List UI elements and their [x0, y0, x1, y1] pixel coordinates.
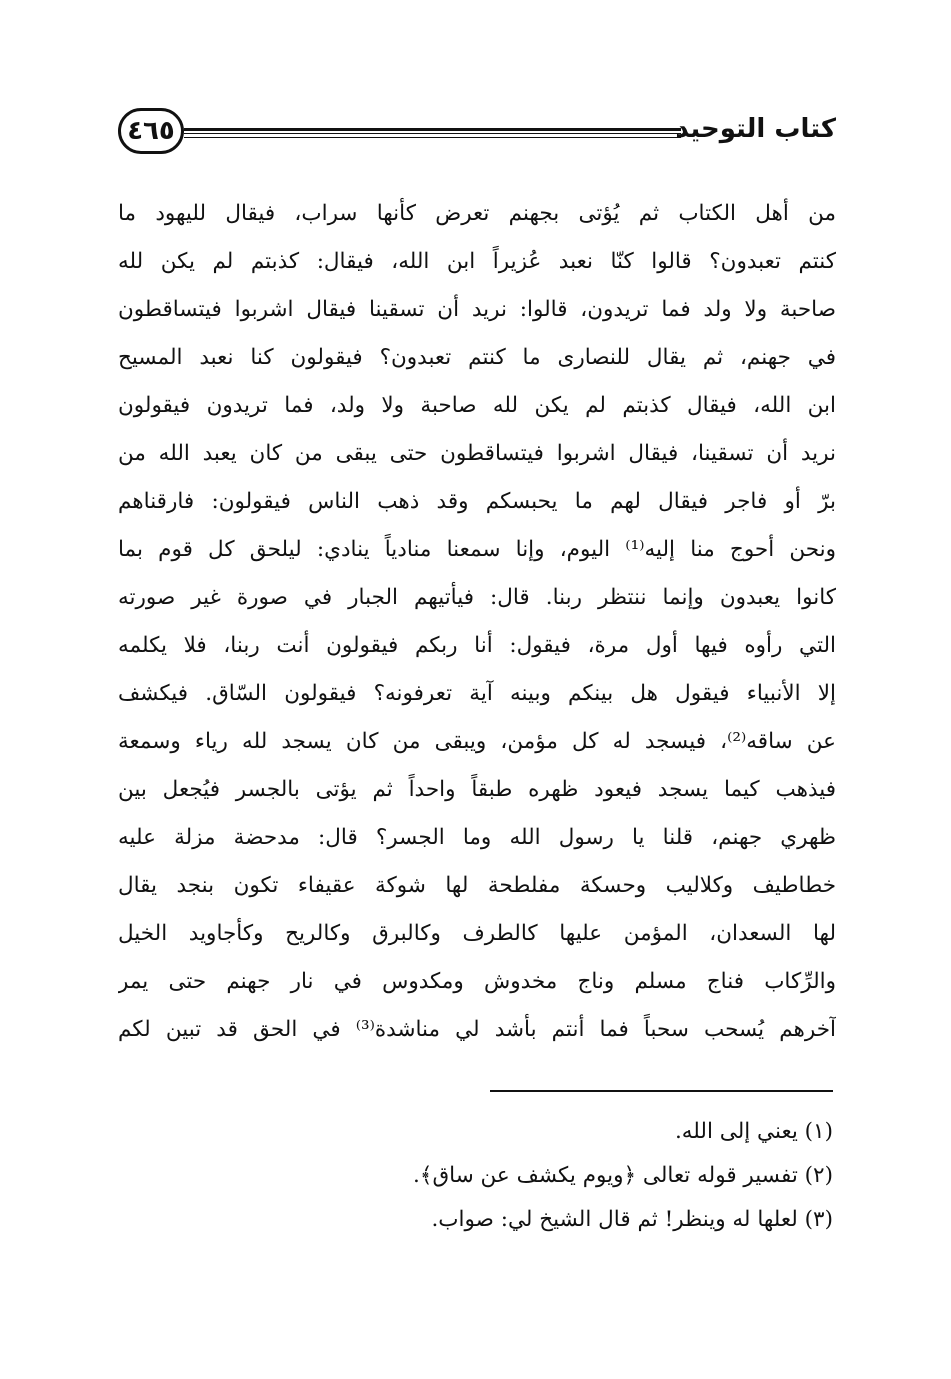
footnote-1: (١) يعني إلى الله.: [674, 1119, 833, 1144]
text-line: التي رأوه فيها أول مرة، فيقول: أنا ربكم فيقولون أنت ربنا، فلا يكلمه: [118, 633, 836, 658]
header-rule-thin: [184, 137, 681, 138]
page-header: [118, 100, 836, 164]
text-line: صاحبة ولا ولد فما تريدون، قالوا: نريد أن تسقينا فيقال اشربوا فيتساقطون: [118, 297, 836, 322]
text-line: فيذهب كيما يسجد فيعود ظهره طبقاً واحداً ثم يؤتى بالجسر فيُجعل بين: [118, 777, 836, 802]
text-line: والرِّكاب فناج مسلم وناج مخدوش ومكدوس في نار جهنم حتى يمر: [118, 969, 836, 994]
page-number: ٤٦٥: [118, 108, 184, 154]
main-text: [118, 190, 836, 1054]
text-line: كنتم تعبدون؟ قالوا كنّا نعبد عُزيراً ابن الله، فيقال: كذبتم لم يكن لله: [118, 249, 836, 274]
header-rule-thin: [184, 133, 681, 134]
footnote-2: (٢) تفسير قوله تعالى ﴿ويوم يكشف عن ساق﴾.: [413, 1163, 833, 1188]
text-line: في جهنم، ثم يقال للنصارى ما كنتم تعبدون؟ فيقولون كنا نعبد المسيح: [118, 345, 836, 370]
text-line: نريد أن تسقينا، فيقال اشربوا فيتساقطون حتى يبقى من كان يعبد الله من: [118, 441, 836, 466]
text-line: عن ساقه⁽²⁾، فيسجد له كل مؤمن، ويبقى من كان يسجد لله رياء وسمعة: [118, 729, 836, 754]
text-line: ابن الله، فيقال كذبتم لم يكن لله صاحبة ولا ولد، فما تريدون فيقولون: [118, 393, 836, 418]
text-line: من أهل الكتاب ثم يُؤتى بجهنم تعرض كأنها سراب، فيقال لليهود ما: [118, 201, 836, 226]
text-line: برّ أو فاجر فيقال لهم ما يحبسكم وقد ذهب الناس فيقولون: فارقناهم: [118, 489, 836, 514]
text-line: آخرهم يُسحب سحباً فما أنتم بأشد لي مناشدة⁽³⁾ في الحق قد تبين لكم: [118, 1017, 836, 1042]
footnote-3: (٣) لعلها له وينظر! ثم قال الشيخ لي: صواب.: [431, 1207, 833, 1232]
footnotes: [118, 1110, 833, 1242]
text-line: لها السعدان، المؤمن عليها كالطرف وكالبرق وكالريح وكأجاويد الخيل: [118, 921, 836, 946]
text-line: خطاطيف وكلاليب وحسكة مفلطحة لها شوكة عقيفاء تكون بنجد يقال: [118, 873, 836, 898]
text-line: ظهري جهنم، قلنا يا رسول الله وما الجسر؟ قال: مدحضة مزلة عليه: [118, 825, 836, 850]
text-line: إلا الأنبياء فيقول هل بينكم وبينه آية تعرفونه؟ فيقولون السّاق. فيكشف: [118, 681, 836, 706]
text-line: كانوا يعبدون وإنما ننتظر ربنا. قال: فيأتيهم الجبار في صورة غير صورته: [118, 585, 836, 610]
book-title: كتاب التوحيد: [675, 114, 836, 144]
header-rule: [184, 128, 681, 131]
text-line: ونحن أحوج منا إليه⁽¹⁾ اليوم، وإنا سمعنا منادياً ينادي: ليلحق كل قوم بما: [118, 537, 836, 562]
footnote-divider: [490, 1090, 833, 1092]
